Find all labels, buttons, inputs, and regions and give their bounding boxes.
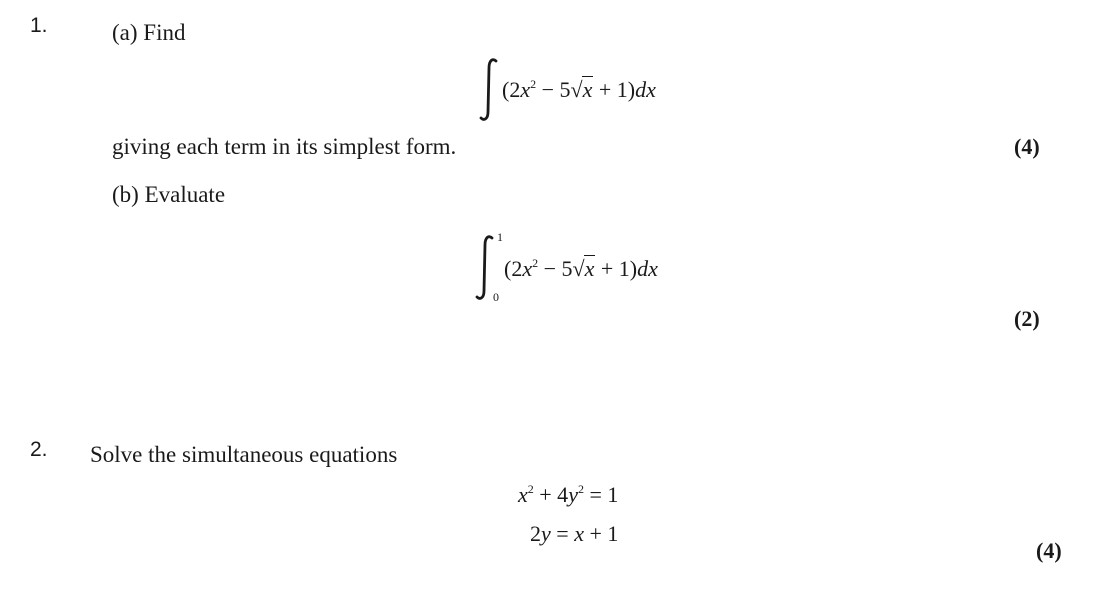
integrand-b-mid: − 5 xyxy=(538,256,573,281)
eq2-x: x xyxy=(574,521,584,546)
integrand-a xyxy=(502,77,656,103)
eq1-y: y xyxy=(568,482,578,507)
sqrt-a-var: x xyxy=(582,77,593,102)
integrand-b-plus: + 1) xyxy=(595,256,638,281)
integrand-b-exponent: 2 xyxy=(532,256,539,270)
integrand-b-open: (2 xyxy=(504,256,523,281)
eq2-rhs: + 1 xyxy=(583,521,619,546)
eq1-x: x xyxy=(518,482,528,507)
upper-limit: 1 xyxy=(497,230,503,244)
part-a-instruction: giving each term in its simplest form. xyxy=(112,134,457,159)
eq1-x-exponent: 2 xyxy=(527,482,534,496)
eq1-y-exponent: 2 xyxy=(577,482,584,496)
integrand-b-dx: dx xyxy=(637,256,658,281)
integrand-a-open: (2 xyxy=(502,77,521,102)
integrand-a-mid: − 5 xyxy=(536,77,571,102)
q2-instruction: Solve the simultaneous equations xyxy=(90,442,398,467)
integrand-b xyxy=(504,256,658,282)
eq2-y: y xyxy=(541,521,551,546)
question-1-number: 1. xyxy=(30,14,48,37)
sqrt-b-var: x xyxy=(584,256,595,281)
eq2-coef: 2 xyxy=(530,521,541,546)
radical-icon: √ xyxy=(570,77,583,102)
equation-2 xyxy=(530,521,618,547)
part-b-label: (b) Evaluate xyxy=(112,182,226,207)
q2-marks: (4) xyxy=(1036,538,1062,563)
eq1-rhs: = 1 xyxy=(583,482,619,507)
radical-icon: √ xyxy=(572,256,585,281)
integrand-b-var: x xyxy=(522,256,533,281)
integrand-a-dx: dx xyxy=(635,77,656,102)
part-a-label: (a) Find xyxy=(112,20,186,45)
integrand-a-exponent: 2 xyxy=(530,77,537,91)
equation-1 xyxy=(518,482,618,508)
sqrt-b xyxy=(573,256,596,282)
lower-limit: 0 xyxy=(493,290,499,304)
integrand-a-var: x xyxy=(520,77,531,102)
part-b-marks: (2) xyxy=(1014,306,1040,331)
eq1-plus-four: + 4 xyxy=(533,482,569,507)
integrand-a-plus: + 1) xyxy=(593,77,636,102)
eq2-equals: = xyxy=(550,521,575,546)
part-a-marks: (4) xyxy=(1014,134,1040,159)
question-2-number: 2. xyxy=(30,438,48,461)
sqrt-a xyxy=(571,77,594,103)
integral-sign-icon xyxy=(476,56,502,124)
